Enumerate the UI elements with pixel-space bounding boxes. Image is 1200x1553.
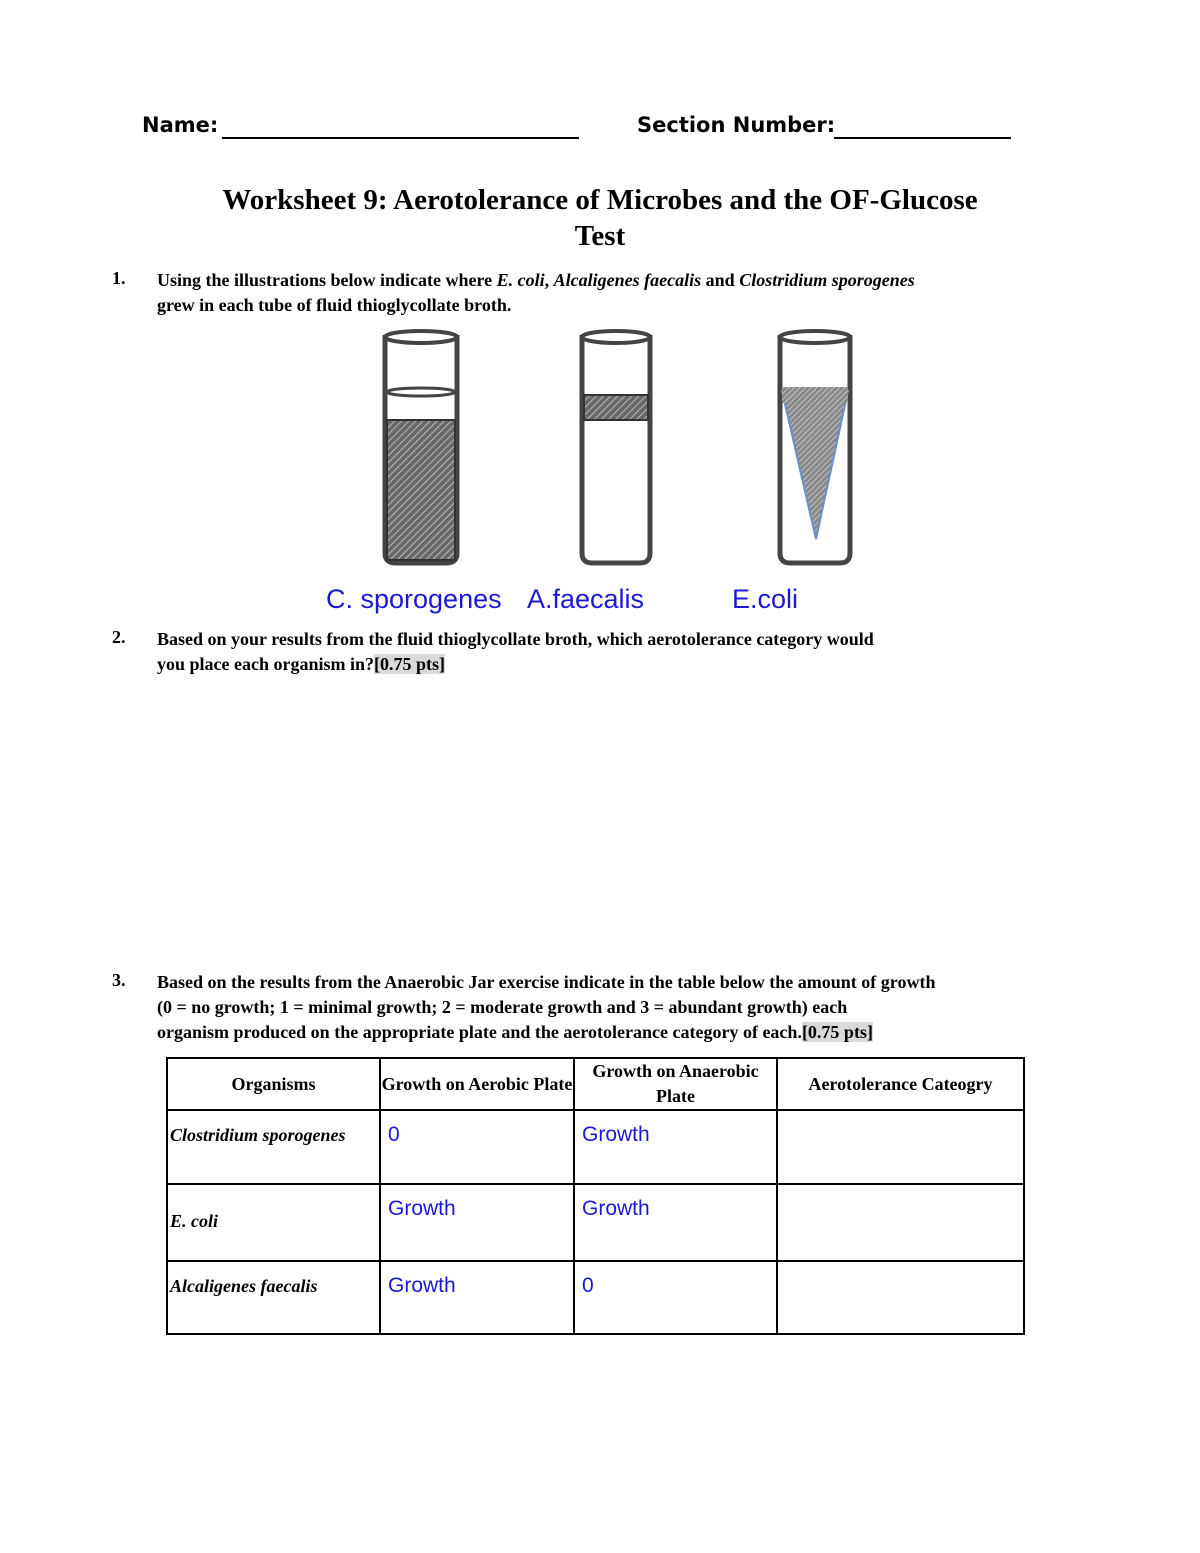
aerobic-growth-cell[interactable]: 0	[380, 1110, 574, 1184]
points-badge: [0.75 pts]	[801, 1022, 873, 1042]
column-header-anaerobic: Growth on Anaerobic Plate	[574, 1058, 777, 1110]
organism-clostridium: Clostridium sporogenes	[739, 270, 915, 290]
page-title	[0, 182, 1200, 254]
table-header-row	[167, 1058, 1024, 1110]
aerobic-growth-cell[interactable]: Growth	[380, 1184, 574, 1261]
page-title-line-2: Test	[574, 220, 626, 252]
points-badge: [0.75 pts]	[374, 654, 446, 674]
organism-ecoli: E. coli	[496, 270, 545, 290]
name-label: Name:	[142, 113, 219, 137]
anaerobic-growth-cell[interactable]: 0	[574, 1261, 777, 1334]
column-header-organisms: Organisms	[167, 1058, 380, 1110]
section-number-field-line[interactable]	[834, 137, 1011, 139]
aerotolerance-category-cell[interactable]	[777, 1184, 1024, 1261]
thioglycollate-tubes-illustration	[370, 325, 870, 570]
question-2-number: 2.	[112, 627, 126, 647]
aerobic-growth-cell[interactable]: Growth	[380, 1261, 574, 1334]
page-title-line-1: Worksheet 9: Aerotolerance of Microbes and the OF-Glucose	[222, 184, 978, 216]
table-row	[167, 1184, 1024, 1261]
table-row	[167, 1261, 1024, 1334]
tube-label-a-faecalis: A.faecalis	[527, 584, 645, 614]
tube-e-coli	[780, 331, 850, 563]
question-2-text: Based on your results from the fluid thioglycollate broth, which aerotolerance category would you place each organism in?[0.75 pts]	[157, 629, 874, 674]
table-row	[167, 1110, 1024, 1184]
tube-c-sporogenes	[385, 331, 457, 563]
tube-a-faecalis	[582, 331, 650, 563]
question-3-text: Based on the results from the Anaerobic Jar exercise indicate in the table below the amount of growth (0 = no growth; 1 = minimal growth; 2 = moderate growth and 3 = abundant growth) each organism produced on the appropriate plate and the aerotolerance category of each.[0.75 pts]	[157, 972, 936, 1042]
growth-results-table	[166, 1057, 1025, 1335]
tube-label-c-sporogenes: C. sporogenes	[326, 584, 502, 614]
question-1-number: 1.	[112, 268, 126, 288]
organism-cell: E. coli	[167, 1184, 380, 1261]
anaerobic-growth-cell[interactable]: Growth	[574, 1184, 777, 1261]
name-field-line[interactable]	[222, 137, 579, 139]
column-header-category: Aerotolerance Cateogry	[777, 1058, 1024, 1110]
question-3-number: 3.	[112, 970, 126, 990]
aerotolerance-category-cell[interactable]	[777, 1110, 1024, 1184]
question-1-text: Using the illustrations below indicate where E. coli, Alcaligenes faecalis and Clostridium sporogenes grew in each tube of fluid thioglycollate broth.	[157, 270, 915, 315]
organism-alcaligenes: Alcaligenes faecalis	[553, 270, 702, 290]
column-header-aerobic: Growth on Aerobic Plate	[380, 1058, 574, 1110]
organism-cell: Alcaligenes faecalis	[167, 1261, 380, 1334]
aerotolerance-category-cell[interactable]	[777, 1261, 1024, 1334]
section-number-label: Section Number:	[637, 113, 836, 137]
organism-cell: Clostridium sporogenes	[167, 1110, 380, 1184]
anaerobic-growth-cell[interactable]: Growth	[574, 1110, 777, 1184]
tube-label-e-coli: E.coli	[732, 584, 799, 614]
